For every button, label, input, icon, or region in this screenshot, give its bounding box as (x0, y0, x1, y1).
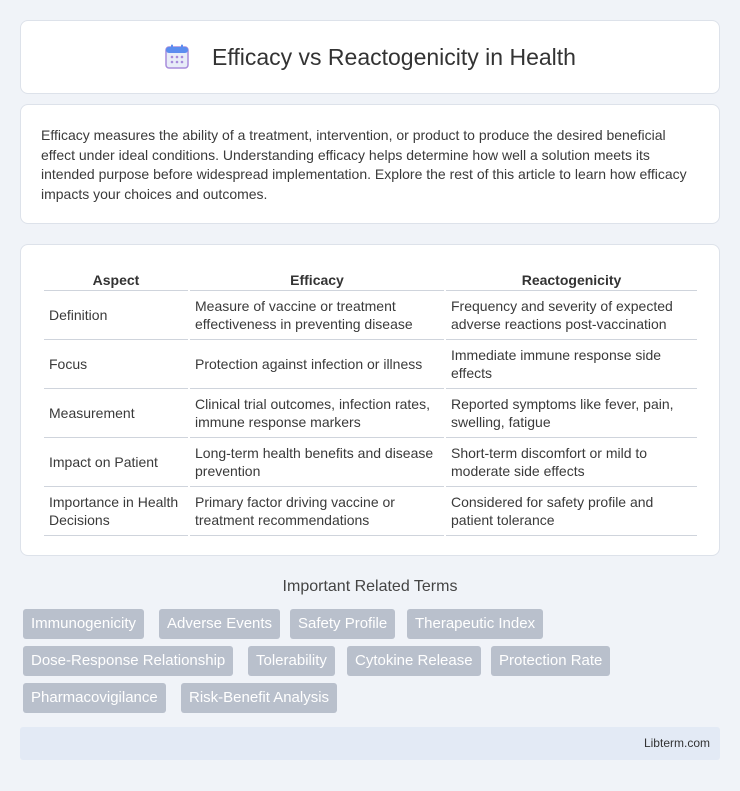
table-cell: Importance in Health Decisions (44, 487, 188, 536)
table-cell: Primary factor driving vaccine or treatment recommendations (190, 487, 444, 536)
calendar-icon (164, 44, 190, 70)
table-row (44, 438, 697, 487)
intro-text: Efficacy measures the ability of a treatment, intervention, or product to produce the desired beneficial effect under ideal conditions. Understanding efficacy helps determine how well a solution meets its intended purpose before widespread implementation. Explore the rest of this article to learn how efficacy impacts your choices and outcomes. (41, 127, 687, 202)
table-cell: Reported symptoms like fever, pain, swelling, fatigue (446, 389, 697, 438)
table-cell: Frequency and severity of expected adverse reactions post-vaccination (446, 291, 697, 340)
tag-dose-response-relationship[interactable]: Dose-Response Relationship (23, 646, 233, 676)
table-row (44, 340, 697, 389)
table-cell: Impact on Patient (44, 438, 188, 487)
table-cell: Definition (44, 291, 188, 340)
footer (20, 727, 720, 760)
tag-pharmacovigilance[interactable]: Pharmacovigilance (23, 683, 166, 713)
table-cell: Measurement (44, 389, 188, 438)
tag-tolerability[interactable]: Tolerability (248, 646, 335, 676)
header-reactogenicity: Reactogenicity (446, 265, 697, 291)
table-row (44, 291, 697, 340)
tag-cytokine-release[interactable]: Cytokine Release (347, 646, 481, 676)
table-cell: Protection against infection or illness (190, 340, 444, 389)
table-cell: Long-term health benefits and disease prevention (190, 438, 444, 487)
tag-risk-benefit-analysis[interactable]: Risk-Benefit Analysis (181, 683, 337, 713)
table-cell: Immediate immune response side effects (446, 340, 697, 389)
table-cell: Measure of vaccine or treatment effectiveness in preventing disease (190, 291, 444, 340)
intro-card (20, 104, 720, 224)
table-row (44, 389, 697, 438)
related-terms-title: Important Related Terms (282, 578, 458, 595)
table-row (44, 487, 697, 536)
table-cell: Focus (44, 340, 188, 389)
title-card (20, 20, 720, 94)
header-efficacy: Efficacy (190, 265, 444, 291)
tag-protection-rate[interactable]: Protection Rate (491, 646, 610, 676)
table-cell: Clinical trial outcomes, infection rates, immune response markers (190, 389, 444, 438)
tag-therapeutic-index[interactable]: Therapeutic Index (407, 609, 543, 639)
header-aspect: Aspect (44, 265, 188, 291)
table-cell: Short-term discomfort or mild to moderate side effects (446, 438, 697, 487)
table-cell: Considered for safety profile and patient tolerance (446, 487, 697, 536)
tag-adverse-events[interactable]: Adverse Events (159, 609, 280, 639)
table-header-row (44, 265, 697, 291)
tag-safety-profile[interactable]: Safety Profile (290, 609, 395, 639)
comparison-table-card (20, 244, 720, 556)
tag-immunogenicity[interactable]: Immunogenicity (23, 609, 144, 639)
footer-site-link[interactable]: Libterm.com (643, 736, 710, 750)
comparison-table (42, 265, 699, 536)
page-title: Efficacy vs Reactogenicity in Health (212, 43, 576, 70)
